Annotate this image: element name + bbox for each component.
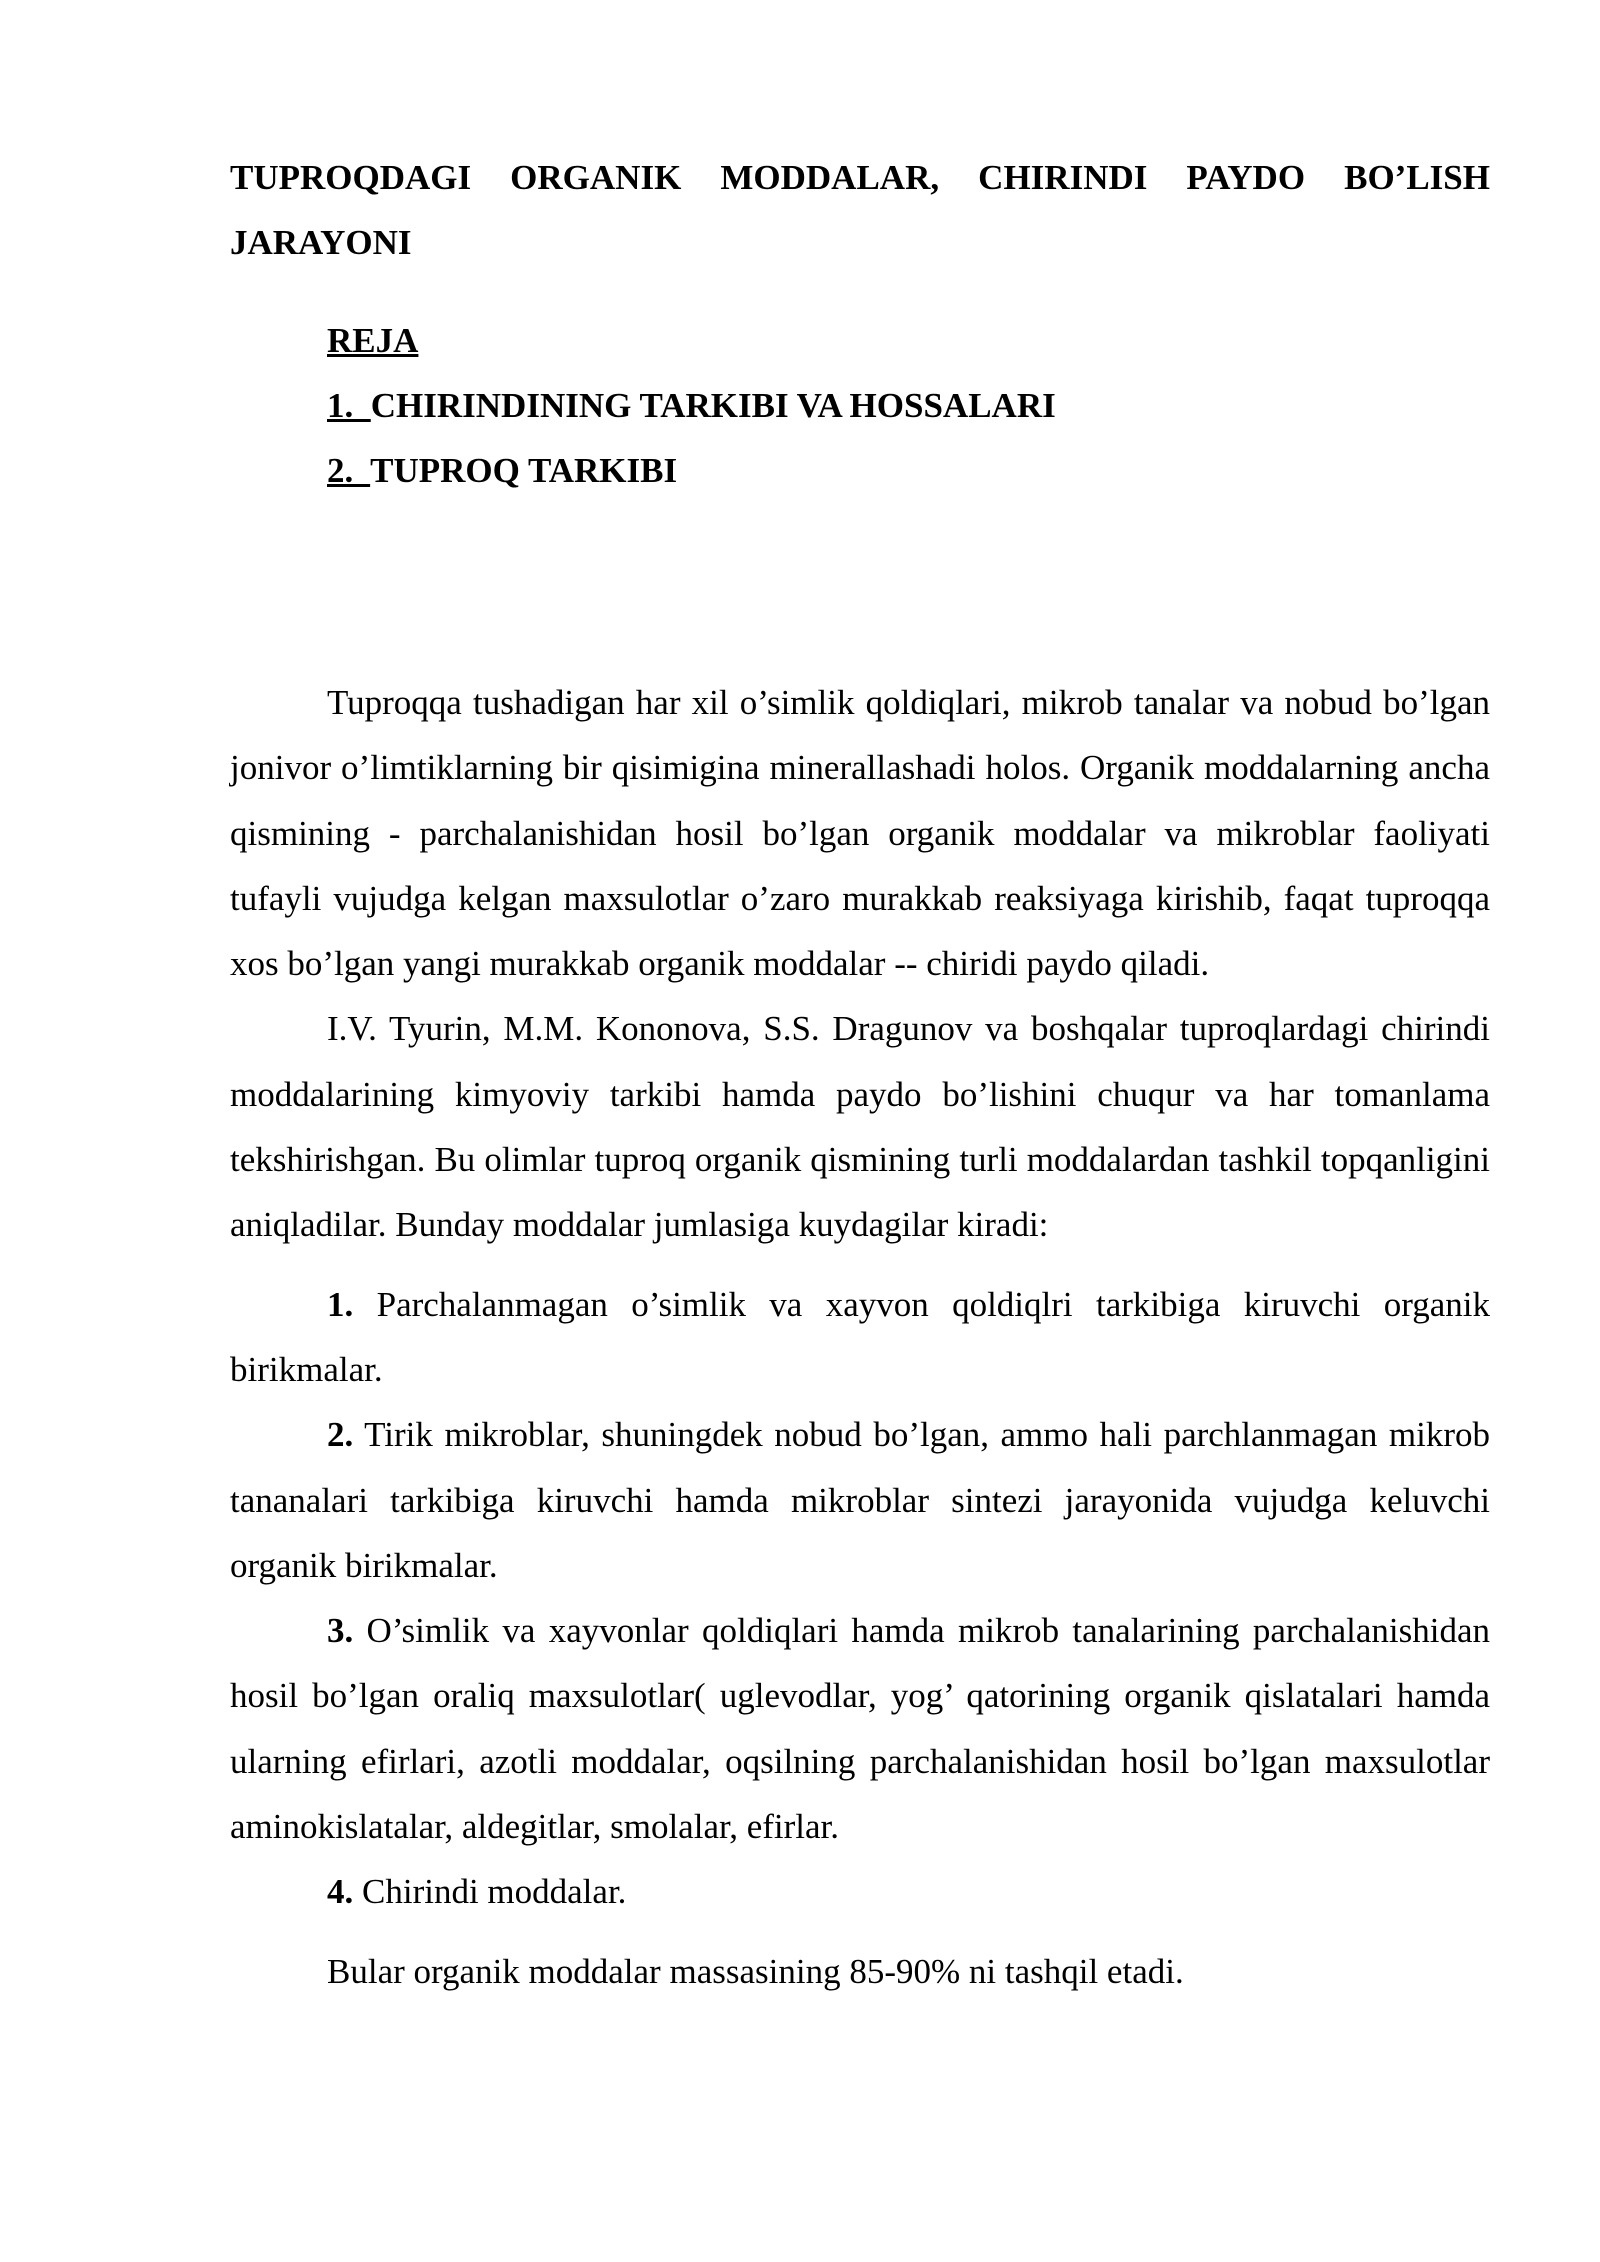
- list-item-text: Tirik mikroblar, shuningdek nobud bo’lgan, ammo hali parchlanmagan mikrob tananalari tarkibiga kiruvchi hamda mikroblar sintezi jarayonida vujudga keluvchi organik birikmalar.: [230, 1415, 1490, 1585]
- list-item: [230, 1598, 1490, 1859]
- paragraph-1: Tuproqqa tushadigan har xil o’simlik qoldiqlari, mikrob tanalar va nobud bo’lgan jonivor o’limtiklarning bir qisimigina minerallashadi holos. Organik moddalarning ancha qismining - parchalanishidan hosil bo’lgan organik moddalar va mikroblar faoliyati tufayli vujudga kelgan maxsulotlar o’zaro murakkab reaksiyaga kirishib, faqat tuproqqa xos bo’lgan yangi murakkab organik moddalar -- chiridi paydo qiladi.: [230, 683, 1490, 984]
- plan-item-label: TUPROQ TARKIBI: [370, 451, 678, 490]
- list-item-number: 1.: [327, 1284, 354, 1324]
- list-item-text: Chirindi moddalar.: [353, 1872, 627, 1912]
- list-item-number: 2.: [327, 1415, 354, 1455]
- list-item-number: 3.: [327, 1611, 354, 1651]
- list-item-number: 4.: [327, 1872, 354, 1912]
- plan-item-number: 2.: [327, 451, 371, 490]
- plan-item-label: CHIRINDINING TARKIBI VA HOSSALARI: [370, 386, 1056, 425]
- document-title: [230, 145, 1490, 275]
- title-line-1: TUPROQDAGI ORGANIK MODDALAR, CHIRINDI PAYDO BO’LISH: [230, 158, 1490, 197]
- document-page: [230, 145, 1490, 2004]
- plan-item-2: [327, 438, 1490, 503]
- plan-item-number: 1.: [327, 386, 371, 425]
- paragraph-2: I.V. Tyurin, M.M. Kononova, S.S. Dragunov va boshqalar tuproqlardagi chirindi moddalarining kimyoviy tarkibi hamda paydo bo’lishini chuqur va har tomanlama tekshirishgan. Bu olimlar tuproq organik qismining turli moddalardan tashkil topqanligini aniqladilar. Bunday moddalar jumlasiga kuydagilar kiradi:: [230, 1009, 1490, 1245]
- closing-paragraph: Bular organik moddalar massasining 85-90% ni tashqil etadi.: [327, 1951, 1184, 1991]
- list-item-text: O’simlik va xayvonlar qoldiqlari hamda mikrob tanalarining parchalanishidan hosil bo’lgan oraliq maxsulotlar( uglevodlar, yog’ qatorining organik qislatalari hamda ularning efirlari, azotli moddalar, oqsilning parchalanishidan hosil bo’lgan maxsulotlar aminokislatalar, aldegitlar, smolalar, efirlar.: [230, 1611, 1490, 1847]
- list-item-text: Parchalanmagan o’simlik va xayvon qoldiqlri tarkibiga kiruvchi organik birikmalar.: [230, 1284, 1490, 1389]
- list-item: [230, 1402, 1490, 1598]
- title-line-2: JARAYONI: [230, 223, 412, 262]
- plan-heading: REJA: [327, 321, 419, 360]
- plan-item-1: [327, 373, 1490, 438]
- document-body: [230, 670, 1490, 2004]
- plan-section: [230, 308, 1490, 503]
- list-item: [230, 1859, 1490, 1924]
- list-item: [230, 1272, 1490, 1403]
